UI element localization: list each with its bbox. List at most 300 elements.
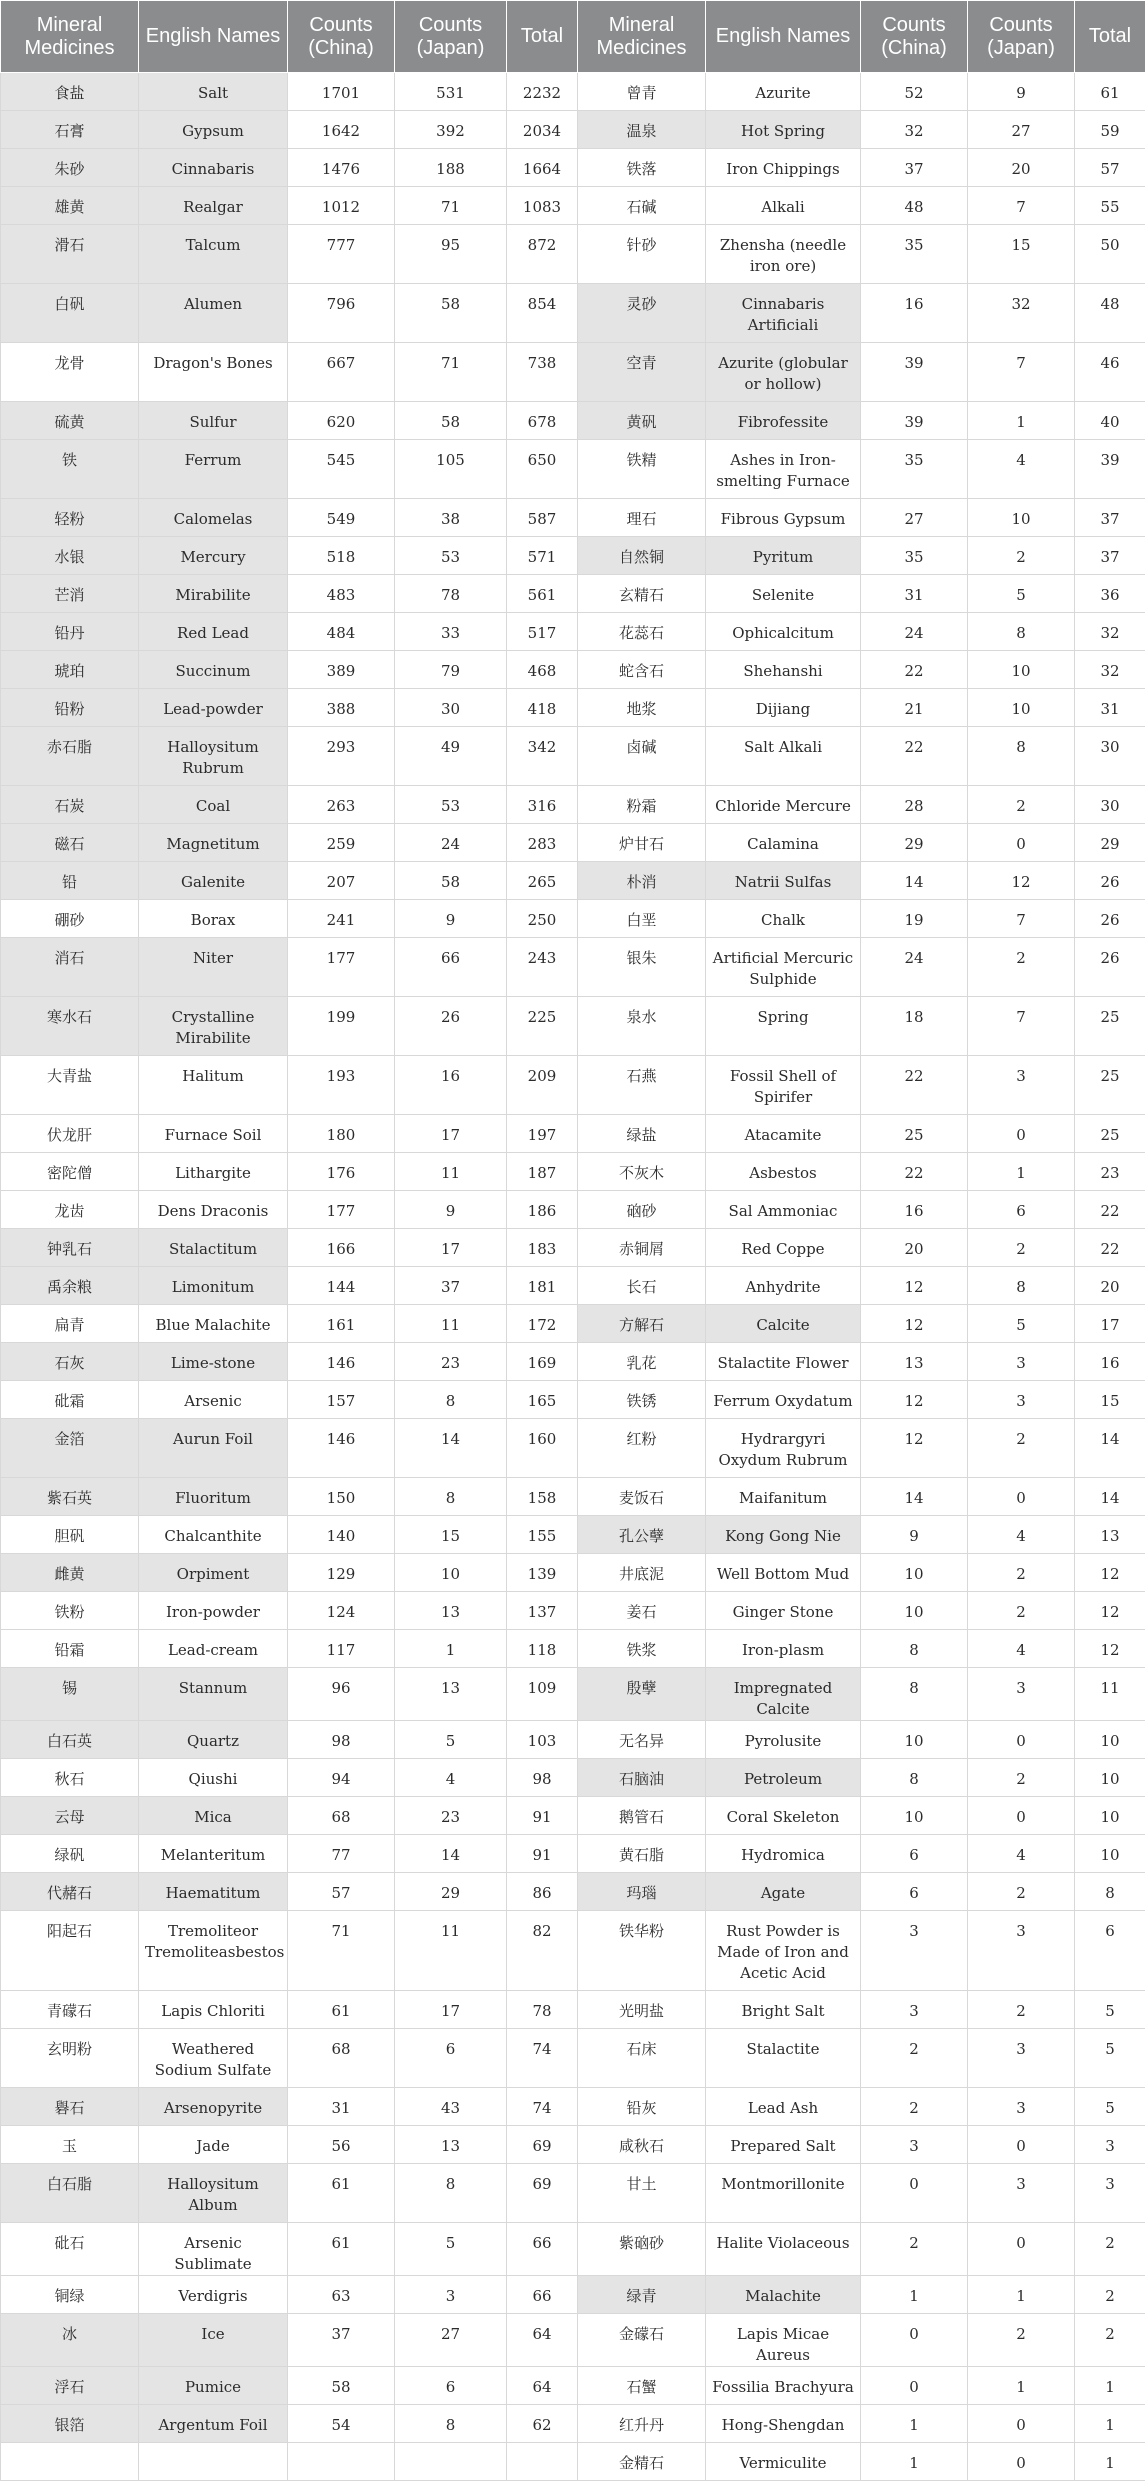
english-name-cell: Halloysitum Album xyxy=(139,2164,288,2223)
count-china-cell: 98 xyxy=(288,1721,395,1759)
table-row xyxy=(1,2276,1145,2314)
count-japan-cell: 11 xyxy=(395,1911,507,1991)
english-name-cell: Ginger Stone xyxy=(706,1592,861,1630)
count-china-cell: 207 xyxy=(288,862,395,900)
table-row xyxy=(1,1305,1145,1343)
english-name-cell: Lead-powder xyxy=(139,689,288,727)
total-cell: 74 xyxy=(507,2029,578,2088)
mineral-name-cell: 大青盐 xyxy=(1,1056,139,1115)
count-china-cell: 12 xyxy=(861,1381,968,1419)
count-japan-cell: 7 xyxy=(968,187,1075,225)
count-china-cell: 24 xyxy=(861,938,968,997)
total-cell: 197 xyxy=(507,1115,578,1153)
count-china-cell: 1 xyxy=(861,2405,968,2443)
table-row xyxy=(1,187,1145,225)
mineral-name-cell: 鹅管石 xyxy=(578,1797,706,1835)
english-name-cell: Dijiang xyxy=(706,689,861,727)
total-cell: 872 xyxy=(507,225,578,284)
count-china-cell: 22 xyxy=(861,651,968,689)
count-japan-cell: 4 xyxy=(968,1630,1075,1668)
total-cell: 14 xyxy=(1075,1478,1145,1516)
table-row xyxy=(1,1873,1145,1911)
count-japan-cell: 3 xyxy=(968,1343,1075,1381)
count-japan-cell: 26 xyxy=(395,997,507,1056)
mineral-name-cell: 无名异 xyxy=(578,1721,706,1759)
count-japan-cell: 27 xyxy=(968,111,1075,149)
count-china-cell: 518 xyxy=(288,537,395,575)
table-row xyxy=(1,2443,1145,2481)
count-china-cell: 124 xyxy=(288,1592,395,1630)
total-cell: 1 xyxy=(1075,2367,1145,2405)
total-cell: 55 xyxy=(1075,187,1145,225)
total-cell: 37 xyxy=(1075,499,1145,537)
count-china-cell: 39 xyxy=(861,402,968,440)
count-japan-cell: 20 xyxy=(968,149,1075,187)
mineral-name-cell: 代赭石 xyxy=(1,1873,139,1911)
count-japan-cell: 8 xyxy=(395,1478,507,1516)
total-cell: 62 xyxy=(507,2405,578,2443)
total-cell: 36 xyxy=(1075,575,1145,613)
total-cell: 15 xyxy=(1075,1381,1145,1419)
count-china-cell: 35 xyxy=(861,537,968,575)
mineral-name-cell: 浮石 xyxy=(1,2367,139,2405)
total-cell: 66 xyxy=(507,2223,578,2276)
mineral-name-cell: 铁华粉 xyxy=(578,1911,706,1991)
english-name-cell: Gypsum xyxy=(139,111,288,149)
english-name-cell: Stalactite xyxy=(706,2029,861,2088)
count-china-cell: 22 xyxy=(861,1153,968,1191)
mineral-name-cell: 咸秋石 xyxy=(578,2126,706,2164)
mineral-name-cell: 紫硇砂 xyxy=(578,2223,706,2276)
mineral-name-cell: 滑石 xyxy=(1,225,139,284)
count-japan-cell: 9 xyxy=(968,73,1075,111)
header-english-names: English Names xyxy=(706,1,861,73)
header-row xyxy=(1,1,1145,73)
count-china-cell: 0 xyxy=(861,2164,968,2223)
count-japan-cell: 6 xyxy=(968,1191,1075,1229)
mineral-name-cell: 卤碱 xyxy=(578,727,706,786)
table-row xyxy=(1,2126,1145,2164)
table-row xyxy=(1,343,1145,402)
count-china-cell: 8 xyxy=(861,1630,968,1668)
mineral-name-cell: 禹余粮 xyxy=(1,1267,139,1305)
mineral-name-cell: 胆矾 xyxy=(1,1516,139,1554)
count-japan-cell: 3 xyxy=(968,1381,1075,1419)
total-cell: 23 xyxy=(1075,1153,1145,1191)
english-name-cell: Salt xyxy=(139,73,288,111)
table-row xyxy=(1,499,1145,537)
total-cell: 225 xyxy=(507,997,578,1056)
english-name-cell: Niter xyxy=(139,938,288,997)
count-china-cell: 14 xyxy=(861,862,968,900)
english-name-cell: Coal xyxy=(139,786,288,824)
total-cell: 6 xyxy=(1075,1911,1145,1991)
count-japan-cell: 13 xyxy=(395,1668,507,1721)
mineral-name-cell: 绿青 xyxy=(578,2276,706,2314)
english-name-cell: Crystalline Mirabilite xyxy=(139,997,288,1056)
count-china-cell: 166 xyxy=(288,1229,395,1267)
count-china-cell: 61 xyxy=(288,2223,395,2276)
mineral-name-cell: 密陀僧 xyxy=(1,1153,139,1191)
table-row xyxy=(1,1419,1145,1478)
count-japan-cell: 7 xyxy=(968,343,1075,402)
header-mineral-medicines: Mineral Medicines xyxy=(1,1,139,73)
count-japan-cell: 53 xyxy=(395,786,507,824)
total-cell: 10 xyxy=(1075,1835,1145,1873)
count-japan-cell: 8 xyxy=(968,613,1075,651)
table-row xyxy=(1,73,1145,111)
total-cell: 16 xyxy=(1075,1343,1145,1381)
count-china-cell: 9 xyxy=(861,1516,968,1554)
english-name-cell: Lime-stone xyxy=(139,1343,288,1381)
english-name-cell: Hydromica xyxy=(706,1835,861,1873)
english-name-cell: Furnace Soil xyxy=(139,1115,288,1153)
count-china-cell: 0 xyxy=(861,2367,968,2405)
english-name-cell: Arsenopyrite xyxy=(139,2088,288,2126)
english-name-cell: Halloysitum Rubrum xyxy=(139,727,288,786)
count-japan-cell: 27 xyxy=(395,2314,507,2367)
english-name-cell: Mercury xyxy=(139,537,288,575)
mineral-name-cell: 阳起石 xyxy=(1,1911,139,1991)
table-row xyxy=(1,900,1145,938)
count-japan-cell: 105 xyxy=(395,440,507,499)
count-china-cell: 71 xyxy=(288,1911,395,1991)
total-cell: 12 xyxy=(1075,1630,1145,1668)
count-japan-cell: 95 xyxy=(395,225,507,284)
english-name-cell: Fossil Shell of Spirifer xyxy=(706,1056,861,1115)
count-china-cell: 545 xyxy=(288,440,395,499)
english-name-cell: Ashes in Iron-smelting Furnace xyxy=(706,440,861,499)
mineral-name-cell: 寒水石 xyxy=(1,997,139,1056)
total-cell: 243 xyxy=(507,938,578,997)
english-name-cell: Selenite xyxy=(706,575,861,613)
english-name-cell: Halitum xyxy=(139,1056,288,1115)
english-name-cell: Hong-Shengdan xyxy=(706,2405,861,2443)
mineral-name-cell: 铅 xyxy=(1,862,139,900)
english-name-cell: Blue Malachite xyxy=(139,1305,288,1343)
english-name-cell: Ophicalcitum xyxy=(706,613,861,651)
mineral-name-cell: 朴消 xyxy=(578,862,706,900)
mineral-name-cell xyxy=(1,2443,139,2481)
count-japan-cell: 30 xyxy=(395,689,507,727)
table-row xyxy=(1,1381,1145,1419)
table-row xyxy=(1,1835,1145,1873)
total-cell: 25 xyxy=(1075,1115,1145,1153)
count-china-cell: 20 xyxy=(861,1229,968,1267)
total-cell: 66 xyxy=(507,2276,578,2314)
count-japan-cell: 1 xyxy=(968,2367,1075,2405)
count-china-cell: 146 xyxy=(288,1419,395,1478)
table-row xyxy=(1,651,1145,689)
table-row xyxy=(1,111,1145,149)
table-row xyxy=(1,824,1145,862)
total-cell: 2 xyxy=(1075,2276,1145,2314)
total-cell: 342 xyxy=(507,727,578,786)
mineral-name-cell: 轻粉 xyxy=(1,499,139,537)
count-china-cell: 177 xyxy=(288,938,395,997)
count-china-cell: 13 xyxy=(861,1343,968,1381)
total-cell: 78 xyxy=(507,1991,578,2029)
count-china-cell: 39 xyxy=(861,343,968,402)
total-cell: 39 xyxy=(1075,440,1145,499)
total-cell: 571 xyxy=(507,537,578,575)
english-name-cell: Halite Violaceous xyxy=(706,2223,861,2276)
mineral-name-cell: 铁浆 xyxy=(578,1630,706,1668)
count-china-cell: 241 xyxy=(288,900,395,938)
count-japan-cell: 11 xyxy=(395,1305,507,1343)
count-japan-cell: 58 xyxy=(395,862,507,900)
english-name-cell: Magnetitum xyxy=(139,824,288,862)
count-china-cell: 150 xyxy=(288,1478,395,1516)
count-japan-cell: 2 xyxy=(968,938,1075,997)
english-name-cell: Azurite (globular or hollow) xyxy=(706,343,861,402)
english-name-cell: Jade xyxy=(139,2126,288,2164)
english-name-cell: Montmorillonite xyxy=(706,2164,861,2223)
mineral-name-cell: 泉水 xyxy=(578,997,706,1056)
count-japan-cell: 8 xyxy=(395,2164,507,2223)
english-name-cell: Lead Ash xyxy=(706,2088,861,2126)
english-name-cell: Argentum Foil xyxy=(139,2405,288,2443)
english-name-cell: Calomelas xyxy=(139,499,288,537)
count-japan-cell: 2 xyxy=(968,537,1075,575)
total-cell: 32 xyxy=(1075,613,1145,651)
english-name-cell: Verdigris xyxy=(139,2276,288,2314)
header-total: Total xyxy=(1075,1,1145,73)
mineral-name-cell: 金箔 xyxy=(1,1419,139,1478)
total-cell: 91 xyxy=(507,1835,578,1873)
count-japan-cell: 2 xyxy=(968,1419,1075,1478)
table-row xyxy=(1,862,1145,900)
mineral-name-cell: 炉甘石 xyxy=(578,824,706,862)
table-row xyxy=(1,440,1145,499)
count-japan-cell: 24 xyxy=(395,824,507,862)
count-china-cell: 12 xyxy=(861,1419,968,1478)
count-china-cell: 10 xyxy=(861,1554,968,1592)
count-china-cell: 10 xyxy=(861,1721,968,1759)
table-row xyxy=(1,284,1145,343)
mineral-name-cell: 伏龙肝 xyxy=(1,1115,139,1153)
table-row xyxy=(1,1797,1145,1835)
count-japan-cell: 10 xyxy=(968,689,1075,727)
mineral-name-cell: 冰 xyxy=(1,2314,139,2367)
english-name-cell: Borax xyxy=(139,900,288,938)
english-name-cell: Mirabilite xyxy=(139,575,288,613)
count-japan-cell: 16 xyxy=(395,1056,507,1115)
count-china-cell: 3 xyxy=(861,2126,968,2164)
total-cell: 74 xyxy=(507,2088,578,2126)
count-china-cell: 180 xyxy=(288,1115,395,1153)
english-name-cell: Tremoliteor Tremolitеasbestos xyxy=(139,1911,288,1991)
total-cell: 98 xyxy=(507,1759,578,1797)
header-total: Total xyxy=(507,1,578,73)
english-name-cell: Fibrofessite xyxy=(706,402,861,440)
total-cell: 118 xyxy=(507,1630,578,1668)
count-japan-cell: 392 xyxy=(395,111,507,149)
total-cell: 587 xyxy=(507,499,578,537)
count-japan-cell: 2 xyxy=(968,1592,1075,1630)
count-china-cell: 0 xyxy=(861,2314,968,2367)
count-japan-cell: 78 xyxy=(395,575,507,613)
count-china-cell: 35 xyxy=(861,225,968,284)
english-name-cell: Dragon's Bones xyxy=(139,343,288,402)
table-row xyxy=(1,1592,1145,1630)
count-china-cell: 1 xyxy=(861,2443,968,2481)
total-cell: 61 xyxy=(1075,73,1145,111)
count-japan-cell: 23 xyxy=(395,1343,507,1381)
mineral-name-cell: 玛瑙 xyxy=(578,1873,706,1911)
total-cell: 10 xyxy=(1075,1759,1145,1797)
count-china-cell: 18 xyxy=(861,997,968,1056)
total-cell: 26 xyxy=(1075,938,1145,997)
count-japan-cell: 2 xyxy=(968,2314,1075,2367)
count-japan-cell: 8 xyxy=(968,1267,1075,1305)
mineral-name-cell: 不灰木 xyxy=(578,1153,706,1191)
english-name-cell: Fluoritum xyxy=(139,1478,288,1516)
english-name-cell: Red Lead xyxy=(139,613,288,651)
english-name-cell: Iron Chippings xyxy=(706,149,861,187)
mineral-name-cell: 金精石 xyxy=(578,2443,706,2481)
total-cell: 316 xyxy=(507,786,578,824)
mineral-name-cell: 银朱 xyxy=(578,938,706,997)
total-cell xyxy=(507,2443,578,2481)
total-cell: 13 xyxy=(1075,1516,1145,1554)
count-china-cell: 259 xyxy=(288,824,395,862)
count-china-cell: 96 xyxy=(288,1668,395,1721)
total-cell: 69 xyxy=(507,2164,578,2223)
english-name-cell: Melanteritum xyxy=(139,1835,288,1873)
mineral-name-cell: 砒霜 xyxy=(1,1381,139,1419)
mineral-name-cell: 秋石 xyxy=(1,1759,139,1797)
count-china-cell: 24 xyxy=(861,613,968,651)
count-china-cell: 8 xyxy=(861,1668,968,1721)
count-japan-cell: 5 xyxy=(395,1721,507,1759)
count-japan-cell: 10 xyxy=(968,651,1075,689)
mineral-name-cell: 空青 xyxy=(578,343,706,402)
total-cell: 22 xyxy=(1075,1191,1145,1229)
count-china-cell: 117 xyxy=(288,1630,395,1668)
count-japan-cell: 3 xyxy=(968,1668,1075,1721)
count-china-cell: 3 xyxy=(861,1911,968,1991)
english-name-cell: Malachite xyxy=(706,2276,861,2314)
mineral-name-cell: 粉霜 xyxy=(578,786,706,824)
count-japan-cell: 531 xyxy=(395,73,507,111)
english-name-cell: Chloride Mercure xyxy=(706,786,861,824)
count-china-cell: 52 xyxy=(861,73,968,111)
english-name-cell xyxy=(139,2443,288,2481)
total-cell: 30 xyxy=(1075,727,1145,786)
english-name-cell: Vermiculite xyxy=(706,2443,861,2481)
count-china-cell: 57 xyxy=(288,1873,395,1911)
mineral-name-cell: 温泉 xyxy=(578,111,706,149)
mineral-name-cell: 甘土 xyxy=(578,2164,706,2223)
total-cell: 30 xyxy=(1075,786,1145,824)
total-cell: 69 xyxy=(507,2126,578,2164)
english-name-cell: Arsenic Sublimate xyxy=(139,2223,288,2276)
count-japan-cell: 3 xyxy=(395,2276,507,2314)
mineral-name-cell: 赤石脂 xyxy=(1,727,139,786)
english-name-cell: Natrii Sulfas xyxy=(706,862,861,900)
count-china-cell: 31 xyxy=(288,2088,395,2126)
mineral-name-cell: 雄黄 xyxy=(1,187,139,225)
count-japan-cell: 10 xyxy=(968,499,1075,537)
count-japan-cell: 0 xyxy=(968,824,1075,862)
count-china-cell: 63 xyxy=(288,2276,395,2314)
total-cell: 40 xyxy=(1075,402,1145,440)
count-japan-cell: 3 xyxy=(968,2088,1075,2126)
mineral-name-cell: 蛇含石 xyxy=(578,651,706,689)
count-china-cell: 1476 xyxy=(288,149,395,187)
mineral-name-cell: 绿盐 xyxy=(578,1115,706,1153)
total-cell: 12 xyxy=(1075,1592,1145,1630)
mineral-name-cell: 云母 xyxy=(1,1797,139,1835)
count-japan-cell: 1 xyxy=(968,2276,1075,2314)
table-row xyxy=(1,689,1145,727)
mineral-name-cell: 礜石 xyxy=(1,2088,139,2126)
count-japan-cell: 3 xyxy=(968,1056,1075,1115)
english-name-cell: Ferrum Oxydatum xyxy=(706,1381,861,1419)
english-name-cell: Iron-powder xyxy=(139,1592,288,1630)
table-row xyxy=(1,1516,1145,1554)
mineral-name-cell: 朱砂 xyxy=(1,149,139,187)
count-japan-cell: 2 xyxy=(968,786,1075,824)
count-japan-cell: 3 xyxy=(968,2164,1075,2223)
total-cell: 86 xyxy=(507,1873,578,1911)
count-china-cell: 2 xyxy=(861,2223,968,2276)
total-cell: 2 xyxy=(1075,2314,1145,2367)
mineral-name-cell: 硫黄 xyxy=(1,402,139,440)
english-name-cell: Calcite xyxy=(706,1305,861,1343)
mineral-name-cell: 砒石 xyxy=(1,2223,139,2276)
count-japan-cell: 71 xyxy=(395,343,507,402)
table-row xyxy=(1,149,1145,187)
total-cell: 91 xyxy=(507,1797,578,1835)
english-name-cell: Galenite xyxy=(139,862,288,900)
total-cell: 650 xyxy=(507,440,578,499)
mineral-name-cell: 玄精石 xyxy=(578,575,706,613)
total-cell: 2232 xyxy=(507,73,578,111)
english-name-cell: Salt Alkali xyxy=(706,727,861,786)
total-cell: 2034 xyxy=(507,111,578,149)
english-name-cell: Fossilia Brachyura xyxy=(706,2367,861,2405)
english-name-cell: Weathered Sodium Sulfate xyxy=(139,2029,288,2088)
mineral-name-cell: 石膏 xyxy=(1,111,139,149)
table-row xyxy=(1,2405,1145,2443)
count-japan-cell: 0 xyxy=(968,2223,1075,2276)
count-china-cell: 22 xyxy=(861,1056,968,1115)
mineral-name-cell: 铁精 xyxy=(578,440,706,499)
count-china-cell: 389 xyxy=(288,651,395,689)
mineral-name-cell: 石脑油 xyxy=(578,1759,706,1797)
count-china-cell: 1 xyxy=(861,2276,968,2314)
count-japan-cell: 10 xyxy=(395,1554,507,1592)
total-cell: 5 xyxy=(1075,2088,1145,2126)
count-japan-cell: 43 xyxy=(395,2088,507,2126)
count-china-cell: 54 xyxy=(288,2405,395,2443)
total-cell: 139 xyxy=(507,1554,578,1592)
count-japan-cell: 188 xyxy=(395,149,507,187)
english-name-cell: Ferrum xyxy=(139,440,288,499)
mineral-name-cell: 黄矾 xyxy=(578,402,706,440)
mineral-name-cell: 钟乳石 xyxy=(1,1229,139,1267)
total-cell: 64 xyxy=(507,2367,578,2405)
table-row xyxy=(1,1721,1145,1759)
count-japan-cell: 13 xyxy=(395,1592,507,1630)
table-row xyxy=(1,1229,1145,1267)
mineral-name-cell: 白石脂 xyxy=(1,2164,139,2223)
table-row xyxy=(1,1554,1145,1592)
count-china-cell: 6 xyxy=(861,1873,968,1911)
total-cell: 1664 xyxy=(507,149,578,187)
